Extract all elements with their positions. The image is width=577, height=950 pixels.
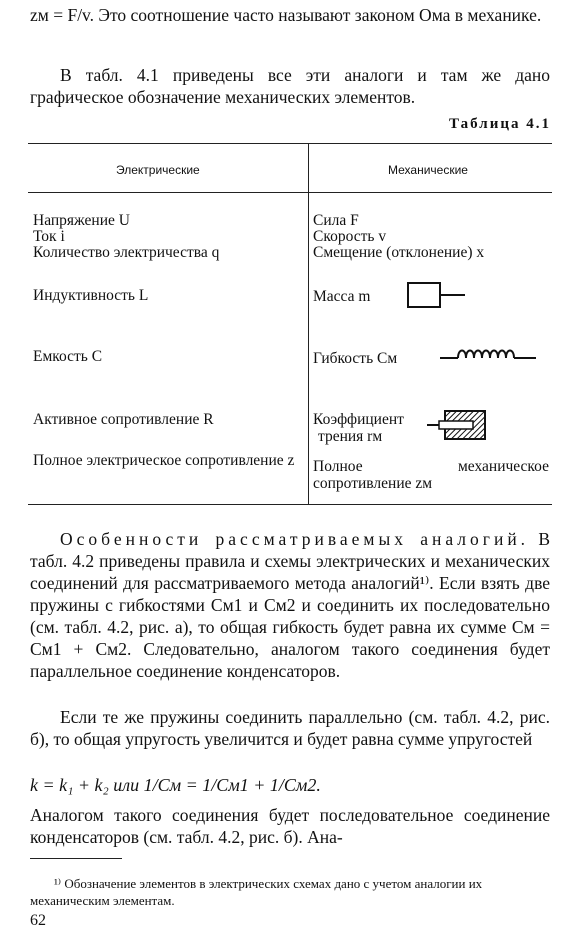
cell-friction-l2: трения rм — [318, 428, 383, 445]
table-top-rule — [28, 143, 552, 144]
body-paragraph-2: Если те же пружины соединить параллельно (см. табл. 4.2, рис. б), то общая упругость увеличится и будет равна сумме упругостей — [30, 707, 550, 749]
spring-icon — [438, 344, 538, 366]
body-paragraph-3: Аналогом такого соединения будет последовательное соединение конденсаторов (см. табл. 4.2, рис. б). Ана- — [30, 805, 550, 847]
cell-resistance: Активное сопротивление R — [33, 411, 214, 428]
table-title: Таблица 4.1 — [449, 116, 551, 132]
formula: k = k₁ + k₂ или 1/Cм = 1/Cм1 + 1/Cм2. — [30, 775, 321, 795]
footnote: ¹⁾ Обозначение элементов в электрических схемах дано с учетом аналогии их механическим элементам. — [30, 876, 483, 908]
header-electrical: Электрические — [116, 163, 200, 177]
cell-force: Сила F — [313, 212, 359, 229]
table-column-divider — [308, 143, 309, 504]
cell-mass: Масса m — [313, 288, 371, 305]
cell-mech-impedance: Полное механическое сопротивление zм — [313, 458, 549, 492]
footnote-rule — [30, 858, 122, 859]
header-mechanical: Механические — [388, 163, 468, 177]
cell-voltage: Напряжение U — [33, 212, 130, 229]
cell-charge: Количество электричества q — [33, 244, 220, 261]
intro-paragraph-2: В табл. 4.1 приведены все эти аналоги и там же дано графическое обозначение механических элементов. — [30, 65, 550, 107]
cell-friction-l1: Коэффициент — [313, 411, 404, 428]
damper-icon — [425, 408, 491, 442]
cell-inductance: Индуктивность L — [33, 287, 149, 304]
cell-velocity: Скорость v — [313, 228, 387, 245]
table-bottom-rule — [28, 504, 552, 505]
section-heading: Особенности рассматриваемых аналогий. — [60, 529, 530, 549]
mass-icon — [405, 280, 467, 310]
cell-current: Ток i — [33, 228, 65, 245]
page-number: 62 — [30, 912, 46, 929]
cell-impedance: Полное электрическое сопротивление z — [33, 452, 295, 469]
body-paragraph-1-text: В табл. 4.2 приведены правила и схемы электрических и механических соединений для рассматриваемого метода аналогий¹⁾. Если взять две пружины с гибкостями Cм1 и Cм2 и соединить их последовательно (см. табл. 4.2, рис. а), то общая гибкость будет равна их сумме Cм = Cм1 + Cм2. Следовательно, аналогом такого соединения будет параллельное соединение конденсаторов. — [30, 529, 550, 681]
cell-displacement: Смещение (отклонение) x — [313, 244, 485, 261]
cell-capacitance: Емкость C — [33, 348, 103, 365]
intro-paragraph-1: zм = F/v. Это соотношение часто называют законом Ома в механике. — [30, 5, 542, 25]
body-paragraph-1 — [30, 528, 550, 682]
table-header-rule — [28, 192, 552, 193]
cell-compliance: Гибкость Cм — [313, 350, 398, 367]
